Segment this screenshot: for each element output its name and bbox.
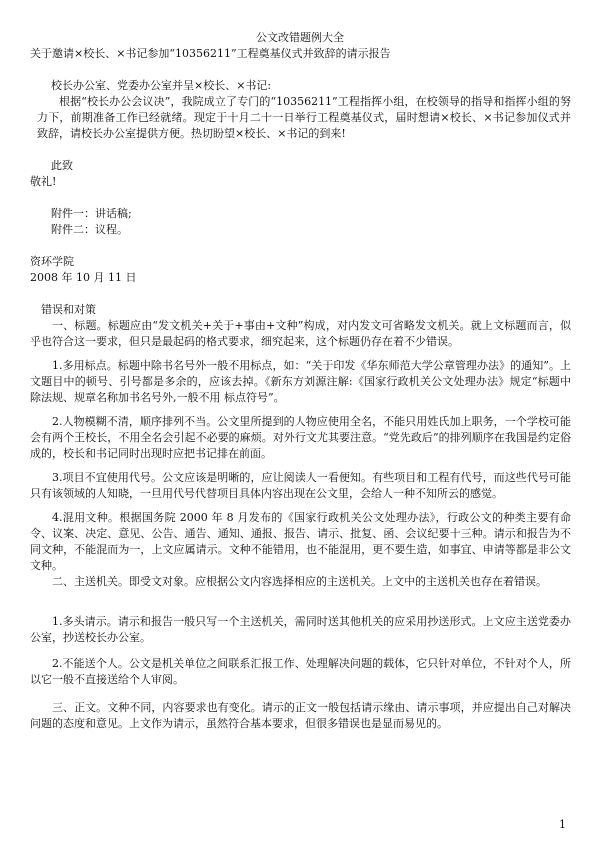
page-number: 1: [559, 818, 566, 831]
example-body: 根据“校长办公会议决”，我院成立了专门的“10356211”工程指挥小组，在校领导的指导和指挥小组的努力下，前期准备工作已经就绪。现定于十月二十一日举行工程奠基仪式，届时想请×校长、×书记参加仪式并致辞，请校长办公室提供方便。热切盼望×校长、×书记的到来!: [37, 95, 571, 140]
analysis-paragraph-4: 3.项目不宜使用代号。公文应该是明晰的，应让阅读人一看便知。有些项目和工程有代号，而这些代号可能只有该领域的人知晓，一旦用代号代替项目具体内容出现在公文里，会给人一种不知所云的感觉。: [30, 471, 571, 500]
analysis-heading: 错误和对策: [41, 303, 96, 316]
example-signer: 资环学院: [30, 255, 74, 268]
example-closing-2: 敬礼!: [30, 175, 57, 188]
example-subtitle: 关于邀请×校长、×书记参加“10356211”工程奠基仪式并致辞的请示报告: [30, 47, 391, 60]
analysis-paragraph-2: 1.多用标点。标题中除书名号外一般不用标点，如：“关于印发《华东师范大学公章管理办法》的通知”。上文题目中的顿号、引号都是多余的，应该去掉。《新东方刘源注解:《国家行政机关公文处理办法》规定“标题中除法规、规章名称加书名号外,一般不用 标点符号”。: [30, 359, 571, 404]
analysis-paragraph-5: 4.混用文种。根据国务院 2000 年 8 月发布的《国家行政机关公文处理办法》，行政公文的种类主要有命令、议案、决定、意见、公告、通告、通知、通报、报告、请示、批复、函、会议纪要十三种。请示和报告为不同文种，不能混而为一，上文应属请示。文种不能错用，也不能混用，更不要生造，如事宜、申请等都是非公文文种。: [30, 511, 571, 572]
analysis-paragraph-9: 三、正文。文种不同，内容要求也有变化。请示的正文一般包括请示缘由、请示事项，并应提出自己对解决问题的态度和意见。上文作为请示，虽然符合基本要求，但很多错误也是显而易见的。: [30, 701, 571, 730]
doc-title: 公文改错题例大全: [256, 31, 344, 44]
example-date: 2008 年 10 月 11 日: [30, 271, 137, 284]
example-attachment-2: 附件二：议程。: [51, 223, 128, 236]
example-addressee: 校长办公室、党委办公室并呈×校长、×书记:: [51, 79, 272, 92]
analysis-paragraph-6: 二、主送机关。即受文对象。应根据公文内容选择相应的主送机关。上文中的主送机关也存在着错误。: [52, 575, 547, 588]
example-closing-1: 此致: [51, 159, 73, 172]
analysis-paragraph-1: 一、标题。标题应由“发文机关+关于+事由+文种”构成，对内发文可省略发文机关。就上文标题而言，似乎也符合这一要求，但只是最起码的格式要求，细究起来，这个标题仍存在着不少错误。: [30, 319, 571, 348]
analysis-paragraph-3: 2.人物模糊不清，顺序排列不当。公文里所提到的人物应使用全名，不能只用姓氏加上职务，一个学校可能会有两个王校长，不用全名会引起不必要的麻烦。对外行文尤其要注意。“党先政后”的排列顺序在我国是约定俗成的，校长和书记同时出现时应把书记排在前面。: [30, 415, 571, 460]
example-attachment-1: 附件一：讲话稿;: [51, 207, 132, 220]
analysis-paragraph-8: 2.不能送个人。公文是机关单位之间联系汇报工作、处理解决问题的载体，它只针对单位，不针对个人，所以它一般不直接送给个人审阅。: [30, 657, 571, 686]
analysis-paragraph-7: 1.多头请示。请示和报告一般只写一个主送机关，需同时送其他机关的应采用抄送形式。上文应主送党委办公室，抄送校长办公室。: [30, 615, 571, 644]
